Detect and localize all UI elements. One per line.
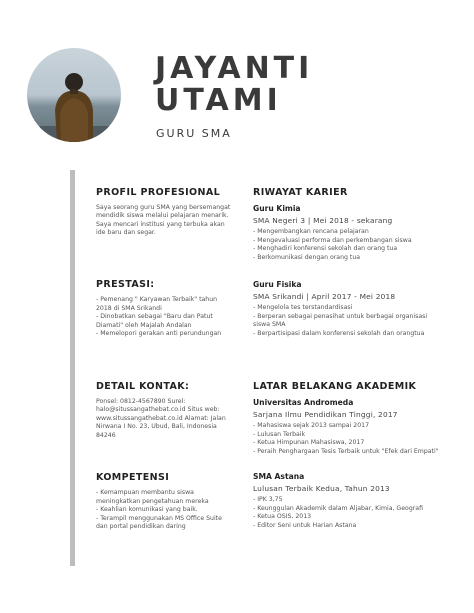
list-item: - Mengembangkan rencana pelajaran xyxy=(253,228,369,235)
person-silhouette xyxy=(27,48,121,142)
school-details-list xyxy=(253,496,453,530)
list-item: - Memelopori gerakan anti perundungan xyxy=(96,330,222,338)
education-section xyxy=(253,381,458,456)
school-details-list xyxy=(253,422,458,456)
skills-list xyxy=(96,489,228,532)
list-item: - Terampil menggunakan MS Office Suite dan portal pendidikan daring xyxy=(96,514,222,531)
candidate-name xyxy=(155,53,313,117)
list-item: - Menghadiri konferensi sekolah dan orang tua xyxy=(253,245,398,253)
list-item: - Mahasiswa sejak 2013 sampai 2017 xyxy=(253,422,370,429)
career-job-2 xyxy=(253,280,433,338)
job-duties-list xyxy=(253,228,449,262)
list-item: - Pemenang " Karyawan Terbaik" tahun 2018 di SMA Srikandi xyxy=(96,296,218,312)
job-meta: SMA Srikandi | April 2017 - Mei 2018 xyxy=(253,292,396,301)
school-meta: Sarjana Ilmu Pendidikan Tinggi, 2017 xyxy=(253,410,398,419)
list-item: - Kemampuan membantu siswa meningkatkan pengetahuan mereka xyxy=(96,489,209,505)
list-item: - Lulusan Terbaik xyxy=(253,430,306,438)
job-title: Guru Fisika xyxy=(253,280,302,289)
profile-section xyxy=(96,187,231,238)
contact-heading: DETAIL KONTAK: xyxy=(96,381,190,392)
career-heading: RIWAYAT KARIER xyxy=(253,187,348,198)
skills-section xyxy=(96,472,228,532)
job-duties-list xyxy=(253,304,433,338)
career-section xyxy=(253,187,449,262)
list-item: - Berperan sebagai penasihat untuk berbagai organisasi siswa SMA xyxy=(253,312,428,329)
school-meta: Lulusan Terbaik Kedua, Tahun 2013 xyxy=(253,484,390,493)
job-meta: SMA Negeri 3 | Mei 2018 - sekarang xyxy=(253,216,393,225)
list-item: - IPK 3,75 xyxy=(253,496,283,503)
education-heading: LATAR BELAKANG AKADEMIK xyxy=(253,381,417,392)
list-item: - Peraih Penghargaan Tesis Terbaik untuk "Efek dari Empati" xyxy=(253,447,439,455)
school-name: Universitas Andromeda xyxy=(253,398,354,407)
contact-text: Ponsel: 0812-4567890 Surel: halo@situssangathebat.co.id Situs web: www.situssangathebat.co.id Alamat: Jalan Nirwana I No. 23, Ubud, Bali, Indonesia 84246 xyxy=(96,398,226,439)
list-item: - Mengevaluasi performa dan perkembangan siswa xyxy=(253,236,412,244)
skills-heading: KOMPETENSI xyxy=(96,472,170,483)
profile-photo xyxy=(27,48,121,142)
name-line-1: JAYANTI xyxy=(155,51,314,86)
job-role: GURU SMA xyxy=(156,127,232,140)
list-item: - Berkomunikasi dengan orang tua xyxy=(253,253,361,261)
list-item: - Editor Seni untuk Harian Astana xyxy=(253,521,357,529)
name-line-2: UTAMI xyxy=(155,83,282,118)
list-item: - Berpartisipasi dalam konferensi sekolah dan orangtua xyxy=(253,329,425,337)
list-item: - Dinobatkan sebagai "Baru dan Patut Diamati" oleh Majalah Andalan xyxy=(96,313,213,329)
school-name: SMA Astana xyxy=(253,472,305,481)
list-item: - Ketua OSIS, 2013 xyxy=(253,513,312,521)
achievements-list xyxy=(96,296,226,339)
contact-section xyxy=(96,381,232,440)
achievements-heading: PRESTASI: xyxy=(96,279,155,290)
job-title: Guru Kimia xyxy=(253,204,301,213)
list-item: - Mengelola tes terstandardisasi xyxy=(253,304,353,311)
vertical-divider xyxy=(70,170,75,566)
list-item: - Keunggulan Akademik dalam Aljabar, Kimia, Geografi xyxy=(253,504,423,512)
list-item: - Keahlian komunikasi yang baik. xyxy=(96,506,198,514)
profile-heading: PROFIL PROFESIONAL xyxy=(96,187,221,198)
achievements-section xyxy=(96,279,226,339)
list-item: - Ketua Himpunan Mahasiswa, 2017 xyxy=(253,439,365,447)
profile-text: Saya seorang guru SMA yang bersemangat mendidik siswa melalui pelajaran menarik. Saya mencari institusi yang terbuka akan ide baru dan segar. xyxy=(96,204,231,237)
education-school-2 xyxy=(253,472,453,530)
